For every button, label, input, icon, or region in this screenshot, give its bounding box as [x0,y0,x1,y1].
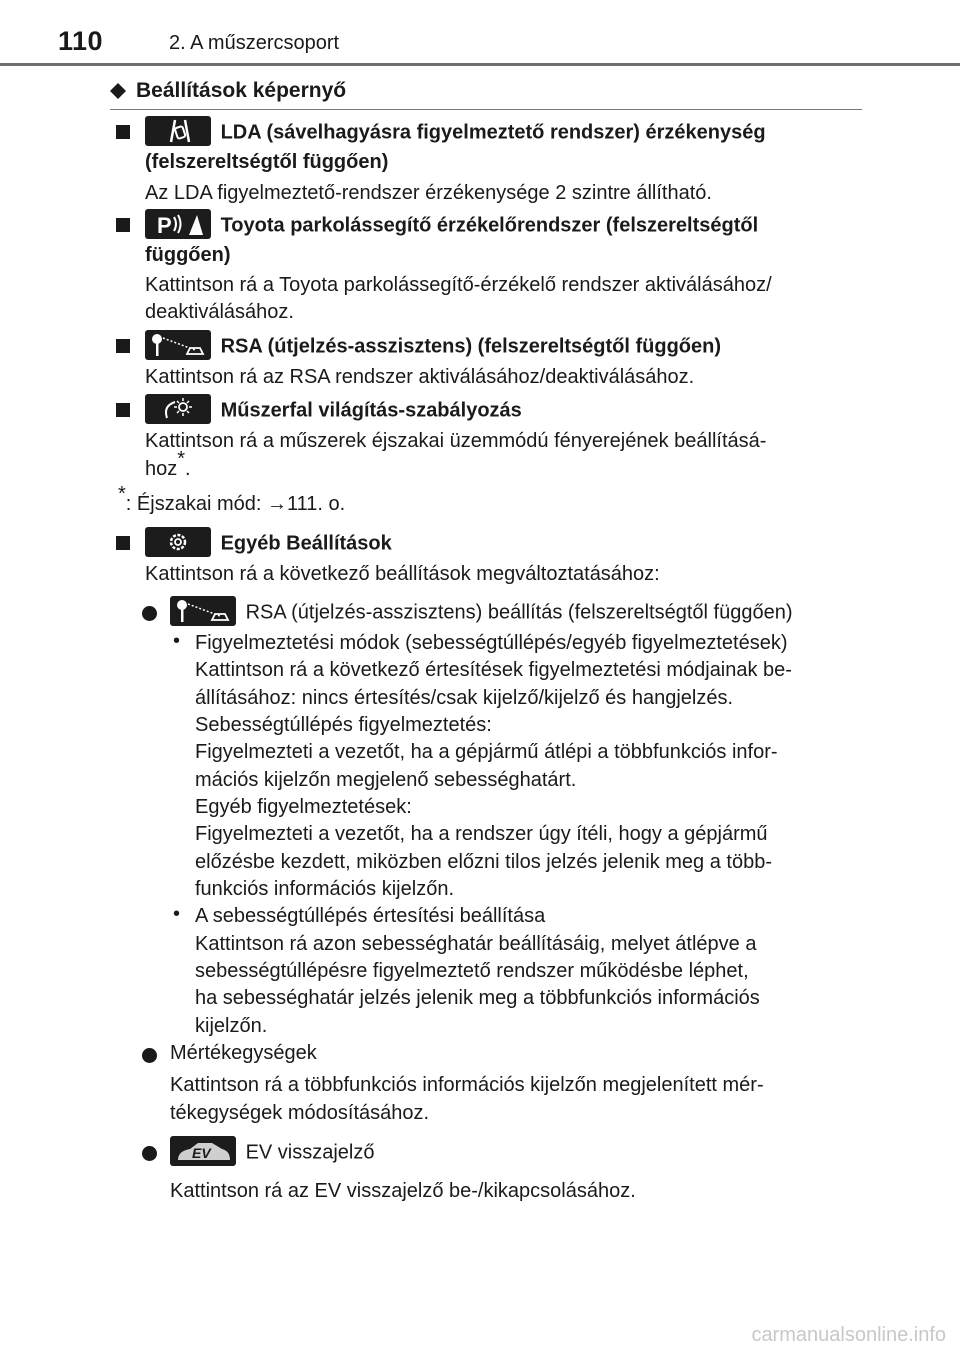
section-title [110,79,346,103]
lda-icon[interactable] [145,116,211,146]
page-number: 110 [58,26,104,56]
units-description-line1: Kattintson rá a többfunkciós információs kijelzőn megjelenített mér- [170,1074,764,1096]
lda-heading: LDA (sávelhagyásra figyelmeztető rendszer) érzékenység [145,118,855,148]
ev-icon[interactable] [170,1136,236,1166]
parking-description-line1: Kattintson rá a Toyota parkolássegítő-érzékelő rendszer aktiválásához/ [145,274,772,296]
section-divider [110,109,862,110]
rsa-heading: RSA (útjelzés-asszisztens) (felszereltségtől függően) [145,332,721,362]
circle-bullet [142,1146,157,1161]
bullet1-line: mációs kijelzőn megjelenő sebességhatárt. [195,769,577,791]
illumination-description-line1: Kattintson rá a műszerek éjszakai üzemmódú fényerejének beállításá- [145,430,767,452]
parking-heading: P Toyota parkolássegítő érzékelőrendszer (felszereltségtől [145,211,855,241]
bullet-marker: • [173,630,181,652]
bullet1-line: Figyelmezteti a vezetőt, ha a gépjármű átlépi a többfunkciós infor- [195,741,778,763]
bullet2-line: ha sebességhatár jelzés jelenik meg a többfunkciós információs [195,987,760,1009]
square-bullet [116,339,130,353]
illumination-heading: Műszerfal világítás-szabályozás [145,396,522,426]
bullet-marker: • [173,903,181,925]
bullet1-line: Kattintson rá a következő értesítések figyelmeztetési módjainak be- [195,659,792,681]
rsa-settings-heading: RSA (útjelzés-asszisztens) beállítás (felszereltségtől függően) [170,598,855,628]
square-bullet [116,125,130,139]
units-description-line2: tékegységek módosításához. [170,1102,430,1124]
square-bullet [116,403,130,417]
gear-icon[interactable] [145,527,211,557]
bullet1-title: Figyelmeztetési módok (sebességtúllépés/egyéb figyelmeztetések) [195,632,788,654]
other-settings-description: Kattintson rá a következő beállítások megváltoztatásához: [145,563,660,585]
other-settings-heading: Egyéb Beállítások [145,529,392,559]
dashboard-light-icon[interactable] [145,394,211,424]
ev-icon-text: EV [192,1145,211,1161]
bullet2-line: sebességtúllépésre figyelmeztető rendszer működésbe léphet, [195,960,749,982]
units-heading: Mértékegységek [170,1042,317,1064]
square-bullet [116,218,130,232]
bullet1-line: Figyelmezteti a vezetőt, ha a rendszer úgy ítéli, hogy a gépjármű [195,823,768,845]
svg-text:P: P [157,213,172,238]
square-bullet [116,536,130,550]
circle-bullet [142,1048,157,1063]
rsa-description: Kattintson rá az RSA rendszer aktiválásához/deaktiválásához. [145,366,695,388]
footnote: *: Éjszakai mód: →111. o. [118,483,346,515]
bullet1-line: állításához: nincs értesítés/csak kijelző/kijelző és hangjelzés. [195,687,734,709]
bullet2-title: A sebességtúllépés értesítési beállítása [195,905,546,927]
lda-heading-line2: (felszereltségtől függően) [145,151,389,173]
diamond-icon [110,83,126,99]
rsa-icon[interactable] [170,596,236,626]
section-title-text: Beállítások képernyő [136,79,347,102]
watermark: carmanualsonline.info [751,1324,946,1346]
parking-heading-line2: függően) [145,244,231,266]
parking-description-line2: deaktiválásához. [145,301,294,323]
bullet1-line: Sebességtúllépés figyelmeztetés: [195,714,492,736]
bullet2-line: Kattintson rá azon sebességhatár beállításáig, melyet átlépve a [195,933,757,955]
bullet1-line: funkciós információs kijelzőn. [195,878,454,900]
parking-sensor-icon[interactable] [145,209,211,239]
illumination-description-line2: hoz*. [145,448,191,480]
rsa-icon[interactable] [145,330,211,360]
circle-bullet [142,606,157,621]
ev-description: Kattintson rá az EV visszajelző be-/kikapcsolásához. [170,1180,636,1202]
lda-description: Az LDA figyelmeztető-rendszer érzékenysége 2 szintre állítható. [145,182,712,204]
chapter-title: 2. A műszercsoport [169,32,340,54]
bullet2-line: kijelzőn. [195,1015,268,1037]
ev-heading: EV EV visszajelző [170,1138,375,1168]
footnote-marker: * [177,448,186,471]
bullet1-line: Egyéb figyelmeztetések: [195,796,412,818]
header-divider [0,63,960,66]
bullet1-line: előzésbe kezdett, miközben előzni tilos jelzés jelenik meg a több- [195,851,772,873]
